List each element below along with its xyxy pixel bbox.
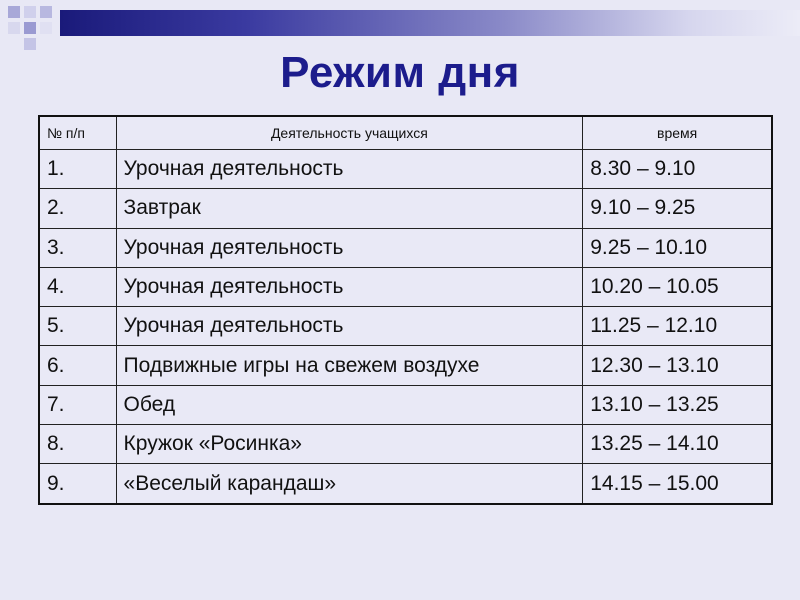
cell-time: 13.25 – 14.10 — [583, 425, 772, 464]
cell-activity: Урочная деятельность — [116, 150, 583, 189]
cell-activity: Обед — [116, 385, 583, 424]
cell-number: 9. — [39, 464, 116, 504]
cell-time: 14.15 – 15.00 — [583, 464, 772, 504]
cell-activity: Кружок «Росинка» — [116, 425, 583, 464]
header-activity: Деятельность учащихся — [116, 116, 583, 150]
header-number: № п/п — [39, 116, 116, 150]
table-header-row — [39, 116, 772, 150]
title-gradient-bar — [60, 10, 800, 36]
cell-time: 9.25 – 10.10 — [583, 228, 772, 267]
cell-number: 5. — [39, 307, 116, 346]
cell-number: 8. — [39, 425, 116, 464]
decor-square — [24, 6, 36, 18]
cell-activity: Урочная деятельность — [116, 228, 583, 267]
cell-number: 4. — [39, 267, 116, 306]
cell-activity: «Веселый карандаш» — [116, 464, 583, 504]
table-row — [39, 307, 772, 346]
cell-time: 9.10 – 9.25 — [583, 189, 772, 228]
cell-activity: Завтрак — [116, 189, 583, 228]
header-time: время — [583, 116, 772, 150]
cell-activity: Подвижные игры на свежем воздухе — [116, 346, 583, 385]
cell-number: 2. — [39, 189, 116, 228]
table-row — [39, 150, 772, 189]
table-row — [39, 385, 772, 424]
table-row — [39, 189, 772, 228]
table-row — [39, 228, 772, 267]
decor-square — [24, 22, 36, 34]
schedule-table — [38, 115, 773, 505]
decor-square — [40, 6, 52, 18]
cell-number: 7. — [39, 385, 116, 424]
table-row — [39, 267, 772, 306]
cell-number: 6. — [39, 346, 116, 385]
cell-number: 3. — [39, 228, 116, 267]
cell-time: 13.10 – 13.25 — [583, 385, 772, 424]
table-row — [39, 464, 772, 504]
table-row — [39, 425, 772, 464]
cell-time: 12.30 – 13.10 — [583, 346, 772, 385]
cell-time: 10.20 – 10.05 — [583, 267, 772, 306]
cell-time: 11.25 – 12.10 — [583, 307, 772, 346]
cell-activity: Урочная деятельность — [116, 307, 583, 346]
page-title: Режим дня — [280, 48, 520, 97]
decor-square — [8, 6, 20, 18]
decor-square — [8, 22, 20, 34]
table-row — [39, 346, 772, 385]
cell-number: 1. — [39, 150, 116, 189]
cell-activity: Урочная деятельность — [116, 267, 583, 306]
decor-square — [40, 22, 52, 34]
cell-time: 8.30 – 9.10 — [583, 150, 772, 189]
